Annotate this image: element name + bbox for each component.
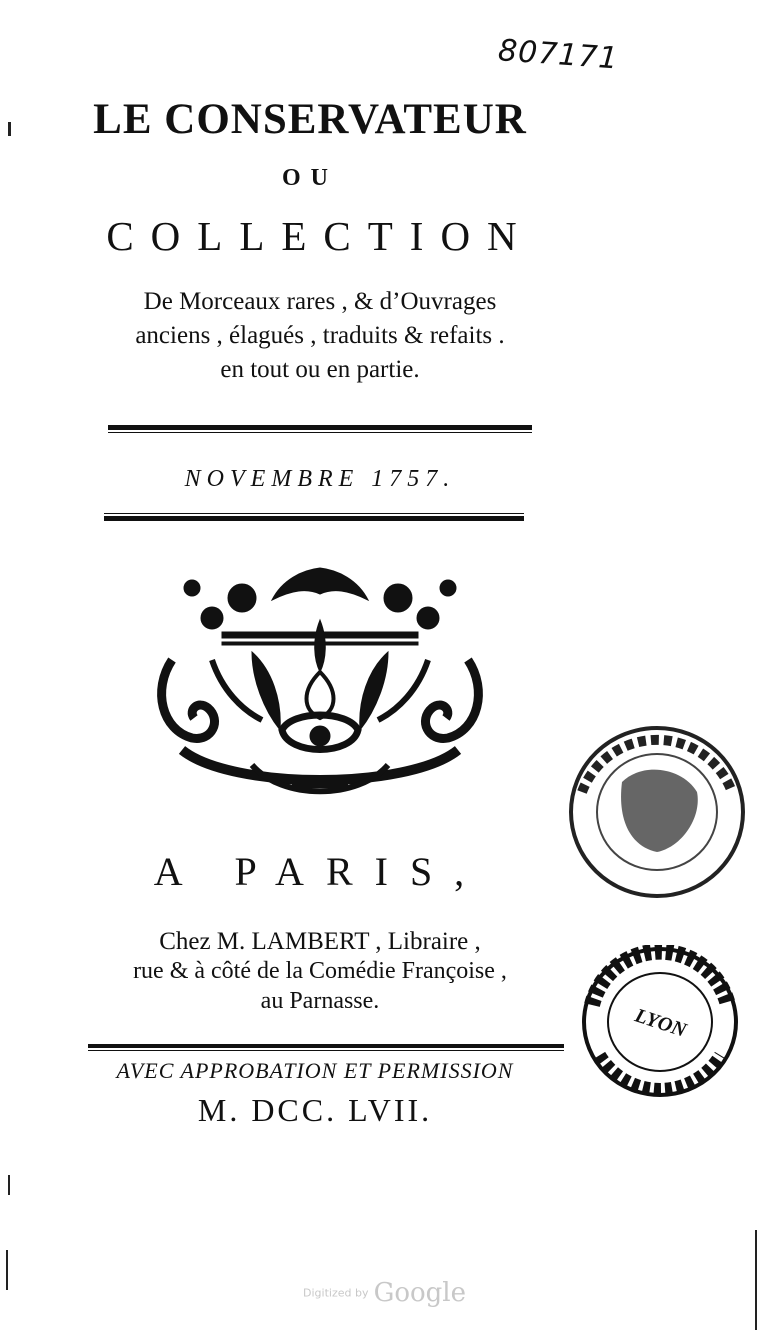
left-edge-mark [8,1175,10,1195]
title-line-1: LE CONSERVATEUR [93,96,527,143]
title-line-2: OU [282,165,338,191]
library-stamp-lower-icon [580,945,740,1100]
digitization-watermark [0,1278,769,1308]
approbation-line: AVEC APPROBATION ET PERMISSION [116,1058,514,1083]
publisher-line-2: rue & à côté de la Comédie Françoise , [133,958,507,984]
imprint-rule-thick [88,1044,564,1048]
digitized-by-label: Digitized by [303,1286,369,1300]
subtitle-line-2: anciens , élagués , traduits & refaits . [135,322,505,349]
left-edge-mark [8,122,11,136]
publisher-line-3: au Parnasse. [260,988,380,1014]
publisher-line-1: Chez M. LAMBERT , Libraire , [159,928,481,955]
subtitle-line-1: De Morceaux rares , & d’Ouvrages [143,288,497,315]
lower-stamp-city: LYON [632,1004,690,1042]
imprint-rule-thin [88,1050,564,1051]
subtitle-line-3: en tout ou en partie. [220,356,420,383]
top-rule-thin [108,432,532,433]
library-stamp-upper-icon [562,722,752,902]
issue-date: NOVEMBRE 1757. [184,466,456,492]
shelfmark-number: 807171 [496,33,620,77]
title-line-3: COLLECTION [106,213,534,259]
date-rule-thick [104,516,524,521]
floral-ornament-icon [152,560,488,805]
top-rule-thick [108,425,532,430]
date-rule-thin [104,513,524,514]
imprint-year: M. DCC. LVII. [197,1092,433,1128]
imprint-city: A PARIS, [153,849,487,894]
google-watermark: Google [373,1278,466,1308]
